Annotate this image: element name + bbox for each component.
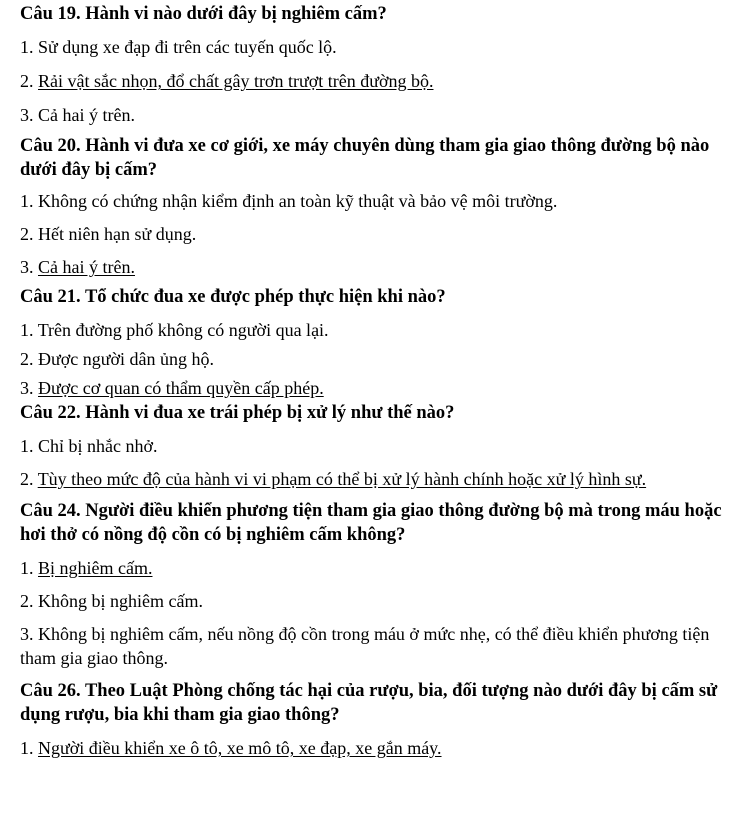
question-block	[20, 2, 732, 127]
answer-option: 1. Không có chứng nhận kiểm định an toàn kỹ thuật và bảo vệ môi trường.	[20, 191, 558, 211]
question-block	[20, 679, 732, 760]
answer-option: 2. Được người dân ủng hộ.	[20, 349, 215, 369]
document-page	[20, 2, 732, 760]
answer-option: 1. Chỉ bị nhắc nhở.	[20, 436, 158, 456]
answer-option-correct: 2. Tùy theo mức độ của hành vi vi phạm có thể bị xử lý hành chính hoặc xử lý hình sự.	[20, 469, 647, 489]
question-title: Câu 24. Người điều khiển phương tiện tham gia giao thông đường bộ mà trong máu hoặc hơi thở có nồng độ cồn có bị nghiêm cấm không?	[20, 501, 722, 545]
answer-option-correct: 1. Bị nghiêm cấm.	[20, 558, 153, 578]
answer-option: 1. Sử dụng xe đạp đi trên các tuyến quốc lộ.	[20, 37, 337, 57]
question-block	[20, 134, 732, 279]
answer-option-correct: 1. Người điều khiển xe ô tô, xe mô tô, xe đạp, xe gắn máy.	[20, 738, 442, 758]
question-title: Câu 20. Hành vi đưa xe cơ giới, xe máy chuyên dùng tham gia giao thông đường bộ nào dưới đây bị cấm?	[20, 136, 710, 180]
answer-option: 1. Trên đường phố không có người qua lại.	[20, 320, 329, 340]
answer-option: 3. Cả hai ý trên.	[20, 105, 135, 125]
answer-option-correct: 2. Rải vật sắc nhọn, đổ chất gây trơn trượt trên đường bộ.	[20, 71, 434, 91]
question-title: Câu 26. Theo Luật Phòng chống tác hại của rượu, bia, đối tượng nào dưới đây bị cấm sử dụng rượu, bia khi tham gia giao thông?	[20, 681, 718, 725]
answer-option: 2. Không bị nghiêm cấm.	[20, 591, 203, 611]
answer-option: 2. Hết niên hạn sử dụng.	[20, 224, 197, 244]
answer-option-correct: 3. Được cơ quan có thẩm quyền cấp phép.	[20, 378, 324, 398]
question-title: Câu 19. Hành vi nào dưới đây bị nghiêm cấm?	[20, 4, 387, 24]
answer-option: 3. Không bị nghiêm cấm, nếu nồng độ cồn trong máu ở mức nhẹ, có thể điều khiển phương tiện tham gia giao thông.	[20, 624, 710, 668]
question-block	[20, 499, 732, 670]
question-title: Câu 21. Tổ chức đua xe được phép thực hiện khi nào?	[20, 287, 446, 307]
question-title: Câu 22. Hành vi đua xe trái phép bị xử lý như thế nào?	[20, 403, 455, 423]
answer-option-correct: 3. Cả hai ý trên.	[20, 257, 135, 277]
question-block	[20, 401, 732, 491]
question-block	[20, 285, 732, 400]
